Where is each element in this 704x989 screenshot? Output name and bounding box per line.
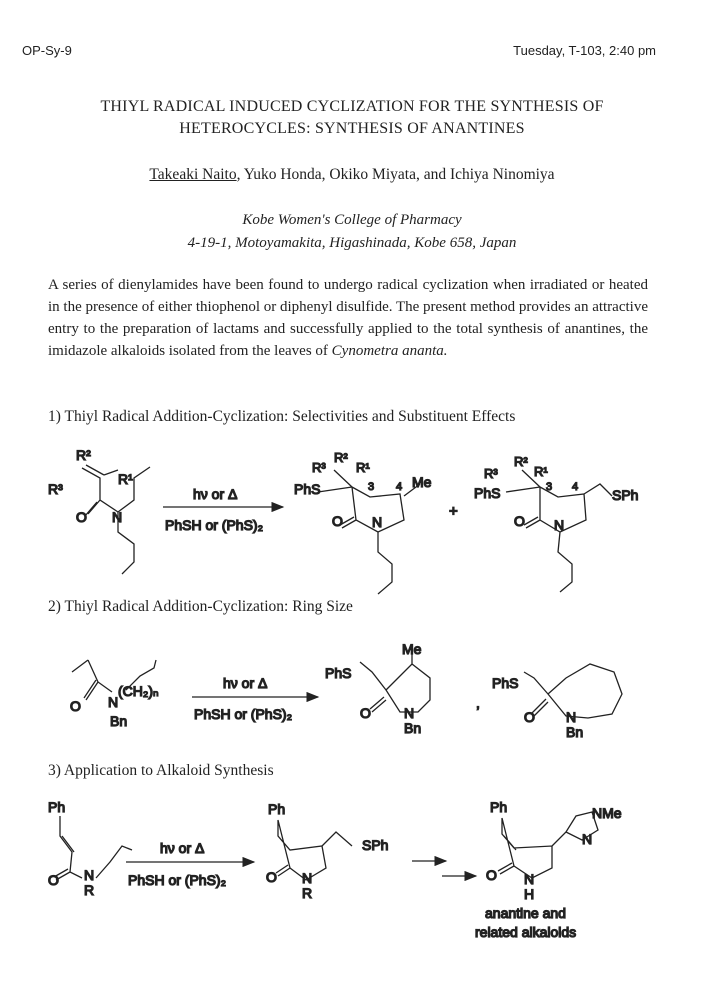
svg-text:Bn: Bn: [404, 720, 422, 736]
scheme3-starting-material: [48, 799, 132, 898]
svg-text:SPh: SPh: [612, 487, 639, 503]
title-line-1: THIYL RADICAL INDUCED CYCLIZATION FOR THE SYNTHESIS OF: [100, 98, 604, 115]
label-Me: Me: [412, 474, 432, 490]
svg-text:O: O: [48, 872, 59, 888]
svg-text:O: O: [514, 513, 525, 529]
svg-text:R²: R²: [514, 454, 528, 469]
scheme-2: [70, 641, 622, 740]
section-2-heading: 2) Thiyl Radical Addition-Cyclization: Ring Size: [48, 598, 353, 615]
label-N: N: [112, 509, 123, 525]
scheme3-intermediate: [266, 801, 388, 901]
svg-text:R: R: [84, 882, 95, 898]
abstract-text: A series of dienylamides have been found to undergo radical cyclization when irradiated or heated in the presence of either thiophenol or diphenyl disulfide. The present method provides an attractive entry to the preparation of lactams and successfully applied to the total synthesis of anantines, the imidazole alkaloids isolated from the leaves of: [48, 277, 648, 359]
svg-text:O: O: [266, 869, 277, 885]
svg-text:N: N: [566, 709, 577, 725]
conditions-bottom: PhSH or (PhS)₂: [165, 517, 264, 533]
session-id: OP-Sy-9: [22, 43, 72, 58]
svg-text:R³: R³: [312, 460, 326, 475]
svg-text:PhSH or (PhS)₂: PhSH or (PhS)₂: [194, 706, 293, 722]
section-3-heading: 3) Application to Alkaloid Synthesis: [48, 762, 274, 779]
caption-line-2: related alkaloids: [475, 924, 577, 940]
svg-text:O: O: [332, 513, 343, 529]
label-R2: R²: [76, 447, 91, 463]
scheme-1: [48, 447, 638, 594]
svg-text:R³: R³: [484, 466, 498, 481]
plus-sign: +: [449, 503, 458, 520]
caption-line-1: anantine and: [485, 905, 566, 921]
scheme2-product-azocanone: [492, 664, 622, 740]
svg-text:O: O: [360, 705, 371, 721]
label-O: O: [76, 509, 87, 525]
scheme-3: [48, 799, 622, 940]
svg-text:SPh: SPh: [362, 837, 389, 853]
svg-text:N: N: [404, 705, 415, 721]
svg-text:PhS: PhS: [474, 485, 501, 501]
svg-text:PhS: PhS: [325, 665, 352, 681]
scheme1-product-a: [294, 450, 432, 594]
label-R1: R¹: [118, 471, 133, 487]
svg-text:NMe: NMe: [592, 805, 622, 821]
conditions-top: hν or Δ: [193, 486, 238, 502]
comma-separator: ,: [476, 695, 480, 711]
svg-text:R: R: [302, 885, 313, 901]
svg-text:Ph: Ph: [490, 799, 508, 815]
svg-text:PhSH or (PhS)₂: PhSH or (PhS)₂: [128, 872, 227, 888]
svg-text:H: H: [524, 886, 535, 902]
scheme3-anantine: [475, 799, 622, 940]
svg-text:N: N: [108, 694, 119, 710]
svg-text:N: N: [554, 517, 565, 533]
svg-text:hν or Δ: hν or Δ: [160, 840, 205, 856]
svg-text:3: 3: [368, 481, 375, 493]
scheme2-product-piperidinone: [325, 641, 430, 736]
section-1-heading: 1) Thiyl Radical Addition-Cyclization: Selectivities and Substituent Effects: [48, 408, 516, 425]
svg-text:N: N: [84, 867, 95, 883]
svg-text:O: O: [70, 698, 81, 714]
svg-text:Me: Me: [402, 641, 422, 657]
svg-text:R¹: R¹: [534, 464, 548, 479]
svg-text:hν or Δ: hν or Δ: [223, 675, 268, 691]
affiliation-address: 4-19-1, Motoyamakita, Higashinada, Kobe 658, Japan: [187, 235, 517, 251]
svg-text:PhS: PhS: [492, 675, 519, 691]
svg-text:R¹: R¹: [356, 460, 370, 475]
co-authors: , Yuko Honda, Okiko Miyata, and Ichiya Ninomiya: [236, 166, 555, 183]
svg-text:Bn: Bn: [566, 724, 584, 740]
svg-text:N: N: [372, 514, 383, 530]
svg-text:4: 4: [572, 481, 579, 493]
svg-text:Ph: Ph: [268, 801, 286, 817]
species-name: Cynometra ananta.: [331, 343, 448, 359]
label-R3: R³: [48, 481, 63, 497]
scheme1-product-b: [474, 454, 638, 592]
svg-text:3: 3: [546, 481, 553, 493]
title-line-2: HETEROCYCLES: SYNTHESIS OF ANANTINES: [179, 120, 525, 137]
presenting-author: Takeaki Naito: [149, 166, 237, 183]
affiliation-institution: Kobe Women's College of Pharmacy: [242, 212, 462, 228]
svg-text:(CH₂)ₙ: (CH₂)ₙ: [118, 683, 159, 699]
svg-text:N: N: [524, 871, 535, 887]
svg-text:PhS: PhS: [294, 481, 321, 497]
scheme1-starting-material: [48, 447, 150, 574]
svg-text:4: 4: [396, 481, 403, 493]
svg-text:N: N: [302, 870, 313, 886]
session-time: Tuesday, T-103, 2:40 pm: [513, 43, 656, 58]
svg-text:N: N: [582, 831, 593, 847]
svg-text:Bn: Bn: [110, 713, 128, 729]
scheme2-starting-material: [70, 660, 159, 729]
svg-text:O: O: [486, 867, 497, 883]
svg-text:R²: R²: [334, 450, 348, 465]
svg-text:Ph: Ph: [48, 799, 66, 815]
svg-text:O: O: [524, 709, 535, 725]
